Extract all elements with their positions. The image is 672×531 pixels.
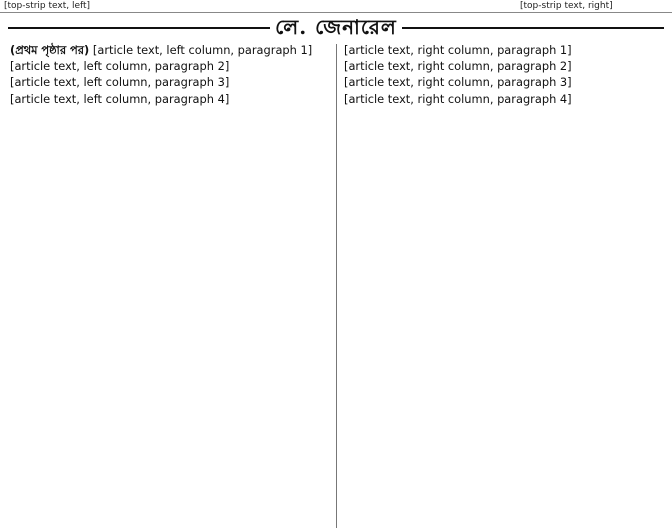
top-strip-right-text: [top-strip text, right] (520, 1, 613, 11)
article-paragraph: [article text, left column, paragraph 3] (10, 75, 230, 90)
top-strip (0, 0, 672, 13)
article-paragraph: [article text, right column, paragraph 3] (344, 75, 572, 90)
continued-from-label: (প্রথম পৃষ্ঠার পর) (10, 43, 90, 57)
headline-bar (0, 13, 672, 41)
article-column-left (10, 42, 330, 528)
page-title: লে. জেনারেল (275, 15, 397, 39)
article-paragraph: [article text, right column, paragraph 2] (344, 59, 572, 74)
article-paragraph: [article text, right column, paragraph 1] (344, 43, 572, 57)
top-strip-left-text: [top-strip text, left] (4, 1, 91, 11)
article-column-right (344, 42, 664, 528)
headline-rule-left (8, 27, 270, 29)
headline-rule-right (402, 27, 664, 29)
paragraph-text: [article text, left column, paragraph 1] (92, 43, 313, 57)
article-paragraph: [article text, right column, paragraph 4] (344, 91, 572, 106)
article-paragraph (10, 42, 330, 58)
column-divider (336, 44, 337, 528)
article-paragraph: [article text, left column, paragraph 4] (10, 91, 230, 106)
article-paragraph: [article text, left column, paragraph 2] (10, 59, 230, 74)
